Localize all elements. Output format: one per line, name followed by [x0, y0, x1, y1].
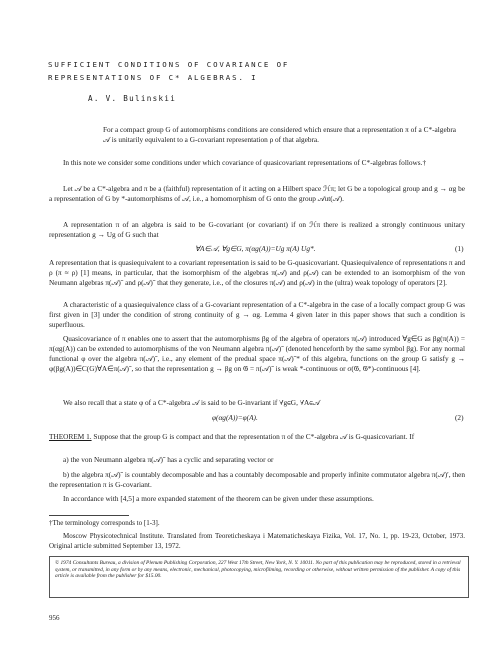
page-number: 956	[49, 614, 60, 622]
author: A. V. Bulinskii	[88, 94, 177, 103]
source-line: Moscow Physicotechnical Institute. Translated from Teoreticheskaya i Matematicheskaya Fizika, Vol. 17, No. 1, pp. 19-23, October, 1973. Original article submitted September 13, 1972.	[49, 532, 465, 550]
footnote-rule	[49, 515, 129, 516]
equation-1: ∀A∈𝒜, ∀g∈G, π(αg(A))=Ug π(A) Ug*.	[195, 244, 316, 253]
paragraph-intro: In this note we consider some conditions under which covariance of quasicovariant representations of C*-algebras follows.†	[63, 158, 427, 167]
abstract: For a compact group G of automorphisms conditions are considered which ensure that a representation π of a C*-algebra 𝒜 is unitarily equivalent to a G-covariant representation ρ of that algebra.	[103, 125, 457, 145]
copyright-notice	[49, 556, 469, 598]
paragraph-invariant-state: We also recall that a state φ of a C*-algebra 𝒜 is said to be G-invariant if ∀g∈G, ∀A∈𝒜	[63, 398, 320, 407]
paper-title-line-2: REPRESENTATIONS OF C* ALGEBRAS. I	[48, 73, 258, 82]
copyright-text: © 1974 Consultants Bureau, a division of Plenum Publishing Corporation, 227 West 17th Street, New York, N. Y. 10011. No part of this publication may be reproduced, stored in a retrieval system, or transmitted, in any form or by any means, electronic, mechanical, photocopying, microfilming, recording or otherwise, without written permission of the publisher. A copy of this article is available from the publisher for $15.00.	[55, 560, 461, 580]
equation-2-number: (2)	[455, 413, 464, 422]
equation-2: φ(αg(A))=φ(A).	[212, 413, 258, 422]
theorem-text: Suppose that the group G is compact and that the representation π of the C*-algebra 𝒜 is G-quasicovariant. If	[91, 432, 415, 441]
paragraph-quasicovariant: A representation that is quasiequivalent to a covariant representation is said to be G-quasicovariant. Quasiequivalence of representations π and ρ (π ≈ ρ) [1] means, in particular, that the isomorphism of the algebras π(𝒜) and ρ(𝒜) can be extended to an isomorphism of the von Neumann algebras π(𝒜)⁻ and ρ(𝒜)⁻ that they generate, i.e., of the closures π(𝒜) and ρ(𝒜) in the (ultra) weak topology of operators [2].	[49, 258, 465, 287]
paper-title-line-1: SUFFICIENT CONDITIONS OF COVARIANCE OF	[48, 60, 290, 69]
equation-1-number: (1)	[455, 244, 464, 253]
theorem-item-b: b) the algebra π(𝒜)⁻ is countably decomposable and has a countably decomposable and properly infinite commutator algebra π(𝒜)′, then the representation π is G-covariant.	[49, 470, 465, 489]
paragraph-covariant-def: A representation π of an algebra is said to be G-covariant (or covariant) if on ℋπ there is realized a strongly continuous unitary representation g → Ug of G such that	[49, 220, 465, 239]
paragraph-automorphisms: Quasicovariance of π enables one to assert that the automorphisms βg of the algebra of operators π(𝒜) introduced ∀g∈G as βg(π(A)) = π(αg(A)) can be extended to automorphisms of the von Neumann algebra π(𝒜)⁻ (denoted henceforth by the same symbol βg). For any normal functional φ over the algebra π(𝒜)⁻, i.e., any element of the predual space π(𝒜)⁻* of this algebra, functions on the group G satisfy g → φ(βg(A))∈C(G)∀A∈π(𝒜)⁻, so that the representation g → βg on 𝔊 = π(𝒜)⁻ is weak *-continuous or σ(𝔊, 𝔊*)-continuous [4].	[49, 334, 465, 373]
theorem-label: THEOREM 1.	[49, 432, 92, 441]
paragraph-characteristic: A characteristic of a quasiequivalence class of a G-covariant representation of a C*-algebra in the case of a locally compact group G was first given in [3] under the condition of strong continuity of g → αg. Lemma 4 given later in this paper shows that such a condition is superfluous.	[49, 300, 465, 329]
paragraph-definitions: Let 𝒜 be a C*-algebra and π be a (faithful) representation of it acting on a Hilbert space ℋπ; let G be a topological group and g → αg be a representation of G by *-automorphisms of 𝒜, i.e., a homomorphism of G onto the group 𝒜ut(𝒜).	[49, 184, 465, 203]
theorem-1	[49, 432, 465, 442]
paragraph-after-theorem: In accordance with [4,5] a more expanded statement of the theorem can be given under these assumptions.	[63, 494, 374, 503]
footnote: †The terminology corresponds to [1-3].	[49, 519, 160, 527]
theorem-item-a: a) the von Neumann algebra π(𝒜)⁻ has a cyclic and separating vector or	[63, 455, 274, 464]
